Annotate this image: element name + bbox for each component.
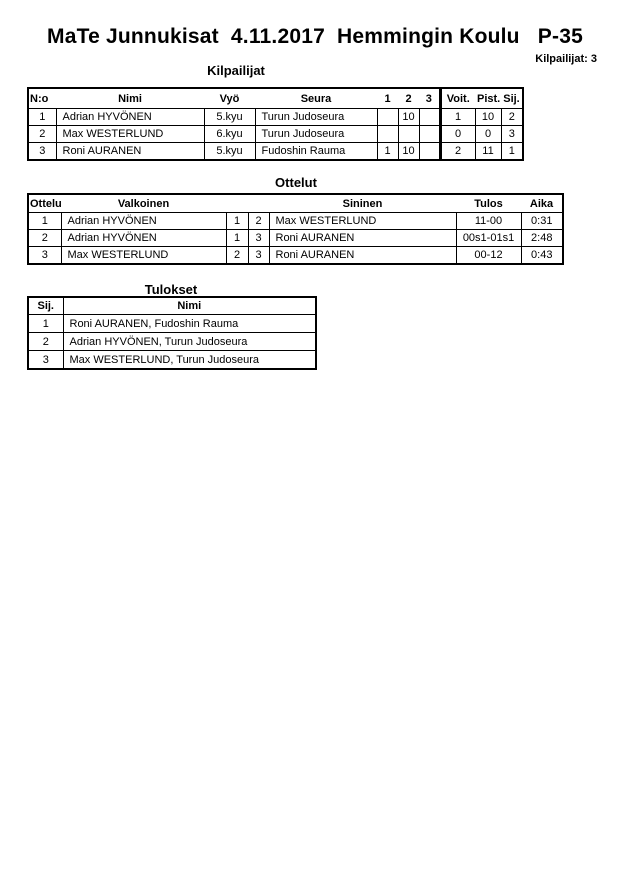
col-header-aika: Aika <box>521 194 563 213</box>
table-row <box>28 143 523 161</box>
cell-white-no: 1 <box>226 213 248 230</box>
ottelut-table <box>27 193 564 265</box>
col-header-1: 1 <box>377 88 398 109</box>
table-row <box>28 109 523 126</box>
table-row <box>28 333 316 351</box>
cell-match3 <box>419 109 440 126</box>
cell-match2: 10 <box>398 143 419 161</box>
col-header-nimi: Nimi <box>63 297 316 315</box>
cell-vyo: 5.kyu <box>204 143 255 161</box>
table-row <box>28 213 563 230</box>
col-header-no: N:o <box>28 88 56 109</box>
col-header-sininen: Sininen <box>269 194 456 213</box>
cell-tulos: 00s1-01s1 <box>456 230 521 247</box>
cell-voit: 1 <box>440 109 475 126</box>
table-row <box>28 315 316 333</box>
cell-aika: 2:48 <box>521 230 563 247</box>
cell-match1: 1 <box>377 143 398 161</box>
cell-nimi: Roni AURANEN <box>56 143 204 161</box>
cell-nimi: Roni AURANEN, Fudoshin Rauma <box>63 315 316 333</box>
cell-valkoinen: Max WESTERLUND <box>61 247 226 265</box>
col-header-white-no <box>226 194 248 213</box>
cell-match1 <box>377 109 398 126</box>
table-row <box>28 230 563 247</box>
section-title-ottelut: Ottelut <box>275 175 317 190</box>
cell-sininen: Roni AURANEN <box>269 247 456 265</box>
col-header-valkoinen: Valkoinen <box>61 194 226 213</box>
cell-match-no: 2 <box>28 230 61 247</box>
cell-white-no: 2 <box>226 247 248 265</box>
cell-match-no: 1 <box>28 213 61 230</box>
cell-no: 2 <box>28 126 56 143</box>
col-header-voit: Voit. <box>440 88 475 109</box>
cell-match2 <box>398 126 419 143</box>
cell-voit: 2 <box>440 143 475 161</box>
col-header-sij: Sij. <box>501 88 523 109</box>
cell-match2: 10 <box>398 109 419 126</box>
cell-aika: 0:31 <box>521 213 563 230</box>
cell-pist: 10 <box>475 109 501 126</box>
cell-no: 3 <box>28 143 56 161</box>
cell-pist: 11 <box>475 143 501 161</box>
cell-blue-no: 3 <box>248 247 269 265</box>
tulokset-header-row <box>28 297 316 315</box>
cell-match-no: 3 <box>28 247 61 265</box>
cell-sininen: Roni AURANEN <box>269 230 456 247</box>
col-header-sij: Sij. <box>28 297 63 315</box>
cell-aika: 0:43 <box>521 247 563 265</box>
cell-sij: 3 <box>28 351 63 370</box>
col-header-nimi: Nimi <box>56 88 204 109</box>
cell-blue-no: 3 <box>248 230 269 247</box>
kilpailijat-table <box>27 87 524 161</box>
cell-sij: 2 <box>501 109 523 126</box>
cell-white-no: 1 <box>226 230 248 247</box>
cell-seura: Turun Judoseura <box>255 126 377 143</box>
cell-sij: 1 <box>501 143 523 161</box>
tulokset-table <box>27 296 317 370</box>
cell-match3 <box>419 126 440 143</box>
cell-sij: 2 <box>28 333 63 351</box>
cell-nimi: Max WESTERLUND, Turun Judoseura <box>63 351 316 370</box>
col-header-tulos: Tulos <box>456 194 521 213</box>
cell-seura: Fudoshin Rauma <box>255 143 377 161</box>
col-header-vyo: Vyö <box>204 88 255 109</box>
section-title-kilpailijat: Kilpailijat <box>207 63 265 78</box>
cell-valkoinen: Adrian HYVÖNEN <box>61 213 226 230</box>
ottelut-header-row <box>28 194 563 213</box>
cell-match1 <box>377 126 398 143</box>
cell-nimi: Adrian HYVÖNEN, Turun Judoseura <box>63 333 316 351</box>
cell-pist: 0 <box>475 126 501 143</box>
col-header-seura: Seura <box>255 88 377 109</box>
cell-vyo: 5.kyu <box>204 109 255 126</box>
participants-count: Kilpailijat: 3 <box>535 53 597 65</box>
cell-tulos: 00-12 <box>456 247 521 265</box>
cell-voit: 0 <box>440 126 475 143</box>
cell-match3 <box>419 143 440 161</box>
cell-valkoinen: Adrian HYVÖNEN <box>61 230 226 247</box>
col-header-ottelu: Ottelu <box>28 194 61 213</box>
table-row <box>28 247 563 265</box>
cell-nimi: Max WESTERLUND <box>56 126 204 143</box>
cell-tulos: 11-00 <box>456 213 521 230</box>
cell-sininen: Max WESTERLUND <box>269 213 456 230</box>
col-header-pist: Pist. <box>475 88 501 109</box>
cell-seura: Turun Judoseura <box>255 109 377 126</box>
col-header-blue-no <box>248 194 269 213</box>
cell-vyo: 6.kyu <box>204 126 255 143</box>
cell-no: 1 <box>28 109 56 126</box>
table-row <box>28 126 523 143</box>
page-title: MaTe Junnukisat 4.11.2017 Hemmingin Koulu P-35 <box>47 25 583 48</box>
cell-nimi: Adrian HYVÖNEN <box>56 109 204 126</box>
cell-blue-no: 2 <box>248 213 269 230</box>
kilpailijat-header-row <box>28 88 523 109</box>
col-header-2: 2 <box>398 88 419 109</box>
col-header-3: 3 <box>419 88 440 109</box>
cell-sij: 1 <box>28 315 63 333</box>
table-row <box>28 351 316 370</box>
cell-sij: 3 <box>501 126 523 143</box>
section-title-tulokset: Tulokset <box>144 282 198 297</box>
